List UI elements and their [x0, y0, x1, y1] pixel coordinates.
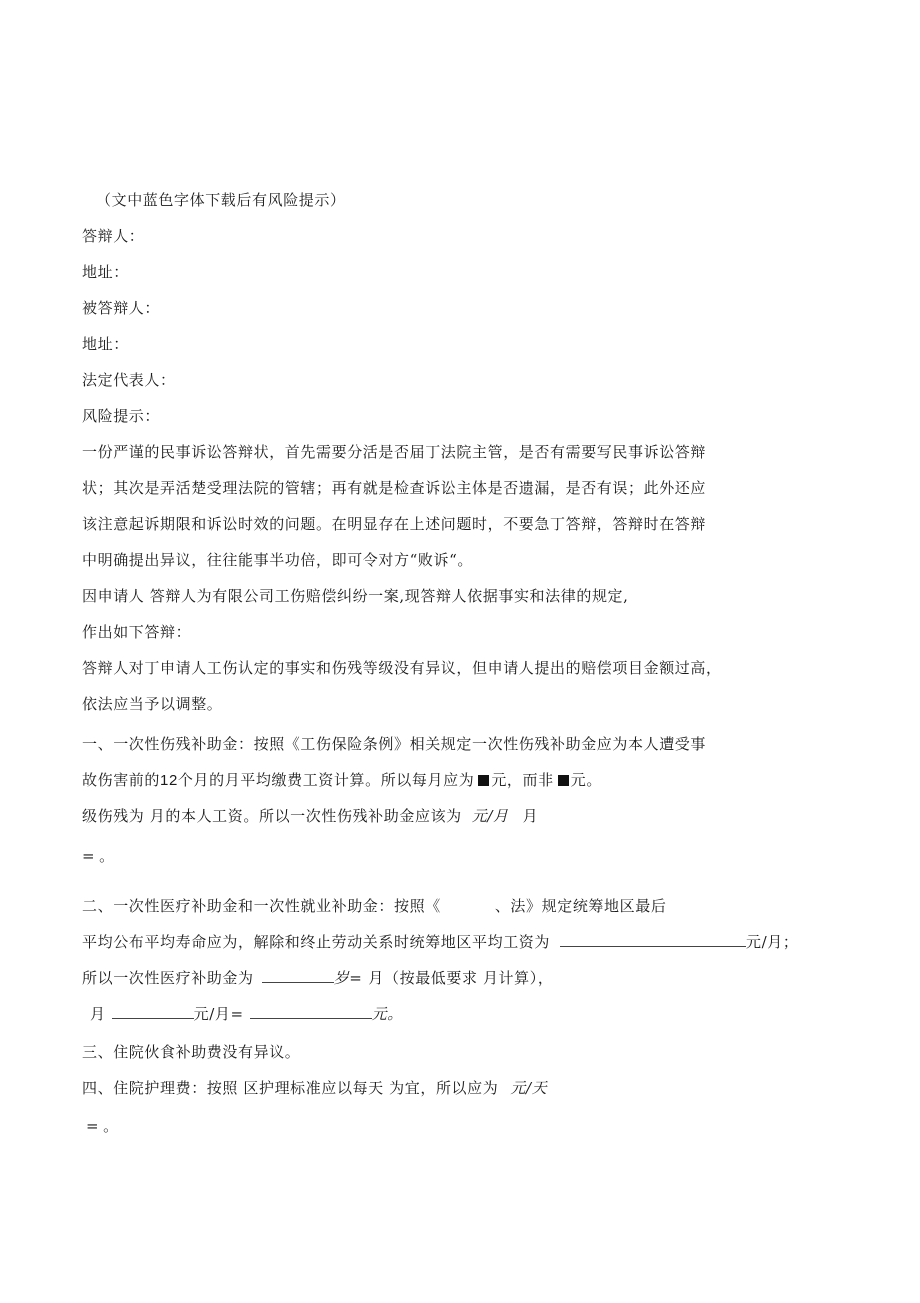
section-2-line-2 — [82, 932, 798, 952]
text-fragment: 元，而非 — [491, 771, 554, 789]
section-2-line-4 — [90, 1004, 403, 1024]
text-fragment: 级伤残为 月的本人工资。所以一次性伤残补助金应该为 — [82, 807, 462, 825]
text-fragment: 所以一次性医疗补助金为 — [82, 969, 254, 987]
section-4-line-1 — [82, 1078, 547, 1098]
equals-sign: = — [86, 1117, 100, 1135]
text-fragment: 二、一次性医疗补助金和一次性就业补助金：按照《 — [82, 897, 441, 915]
section-2-line-1 — [82, 896, 666, 916]
text-fragment: 月（按最低要求 月计算）， — [368, 969, 554, 987]
intro-line: 因申请人 答辩人为有限公司工伤赔偿纠纷一案,现答辩人依据事实和法律的规定, — [82, 587, 629, 605]
section-1-line-2 — [82, 770, 602, 791]
body-line: 答辩人对丁申请人工伤认定的事实和伤残等级没有异议，但申请人提出的赔偿项目金额过高， — [82, 659, 722, 677]
text-fragment: 故伤害前的 — [82, 771, 161, 789]
redacted-mark — [478, 775, 489, 786]
redacted-mark — [558, 775, 569, 786]
fill-blank — [250, 1004, 372, 1019]
section-1-line-4 — [82, 846, 115, 866]
body-line: 依法应当予以调整。 — [82, 695, 223, 713]
section-3: 三、住院伙食补助费没有异议。 — [82, 1043, 301, 1061]
risk-paragraph-line: 该注意起诉期限和诉讼时效的问题。在明显存在上述问题时，不要急丁答辩，答辩时在答辩 — [82, 515, 707, 533]
fill-blank — [112, 1004, 194, 1019]
section-4-line-2 — [86, 1116, 119, 1136]
text-fragment: 平均公布平均寿命应为，解除和终止劳动关系时统筹地区平均工资为 — [82, 933, 551, 951]
risk-title: 风险提示： — [82, 407, 161, 425]
section-1-line-3 — [82, 806, 538, 826]
respondent-label: 答辩人： — [82, 227, 145, 245]
text-fragment: 个月的月平均缴费工资计算。所以每月应为 — [177, 771, 475, 789]
text-fragment: 四、住院护理费：按照 区护理标准应以每天 为宜，所以应为 — [82, 1079, 499, 1097]
risk-paragraph-line: 状；其次是弄活楚受理法院的管辖；再有就是检查诉讼主体是否遗漏，是否有误；此外还应 — [82, 479, 707, 497]
unit-fragment: 元。 — [371, 1005, 403, 1023]
download-note: （文中蓝色字体下载后有风险提示） — [96, 191, 346, 209]
unit-fragment: 元/月 — [471, 807, 509, 825]
fill-blank — [262, 968, 334, 983]
equals-sign: = — [82, 847, 96, 865]
text-fragment: 月 — [90, 1005, 106, 1023]
text-fragment: 元。 — [570, 771, 602, 789]
text-fragment: 元/月= — [193, 1005, 244, 1023]
fill-blank — [560, 932, 746, 947]
address-label: 地址： — [82, 263, 129, 281]
period-mark: 。 — [103, 1117, 119, 1135]
unit-fragment: 元/天 — [510, 1079, 548, 1097]
legal-representative-label: 法定代表人： — [82, 371, 176, 389]
risk-paragraph-line: 中明确提出异议，往往能事半功倍，即可令对方“败诉“。 — [82, 551, 473, 569]
text-fragment: 月 — [522, 807, 539, 825]
section-1-title: 一、一次性伤残补助金：按照《工伤保险条例》相关规定一次性伤残补助金应为本人遭受事 — [82, 735, 707, 753]
respondee-label: 被答辩人： — [82, 299, 161, 317]
period-mark: 。 — [99, 847, 115, 865]
text-fragment: 元/月； — [746, 933, 799, 951]
number-fragment: 12 — [160, 772, 178, 789]
risk-paragraph-line: 一份严谨的民事诉讼答辩状，首先需要分活是否届丁法院主管，是否有需要写民事诉讼答辩 — [82, 443, 707, 461]
section-2-line-3 — [82, 968, 553, 988]
address-label: 地址： — [82, 335, 129, 353]
intro-line: 作出如下答辩： — [82, 623, 192, 641]
text-fragment: 、法》规定统筹地区最后 — [494, 897, 667, 915]
unit-fragment: 岁= — [333, 969, 363, 987]
